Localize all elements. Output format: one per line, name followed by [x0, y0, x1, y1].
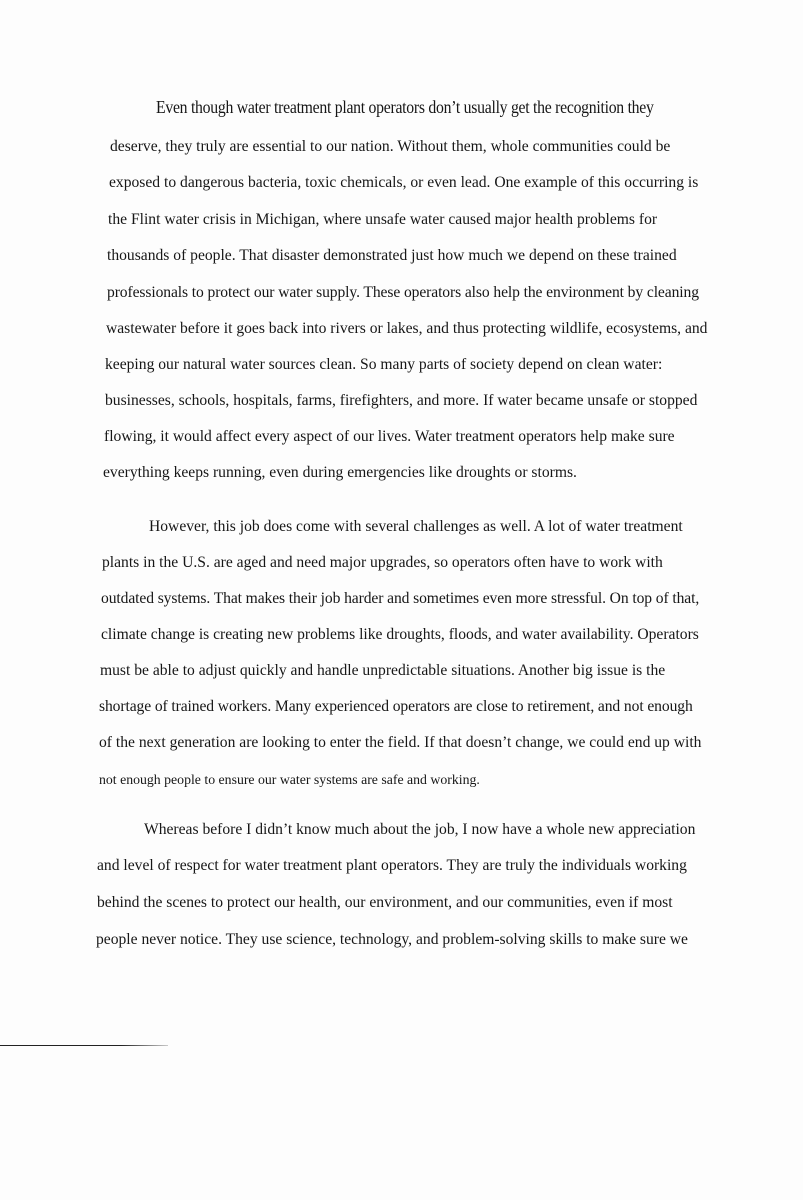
paragraph-1-line-5: thousands of people. That disaster demonstrated just how much we depend on these trained — [107, 247, 677, 264]
paragraph-1-line-11: everything keeps running, even during emergencies like droughts or storms. — [103, 464, 577, 481]
paragraph-3-line-1: Whereas before I didn’t know much about the job, I now have a whole new appreciation — [144, 821, 696, 838]
paragraph-2-line-7: of the next generation are looking to enter the field. If that doesn’t change, we could end up with — [99, 734, 702, 751]
paragraph-1-line-7: wastewater before it goes back into rivers or lakes, and thus protecting wildlife, ecosystems, and — [106, 320, 708, 337]
paragraph-1-line-4: the Flint water crisis in Michigan, where unsafe water caused major health problems for — [108, 211, 658, 228]
paragraph-2-line-2: plants in the U.S. are aged and need major upgrades, so operators often have to work with — [102, 554, 663, 571]
paragraph-2-line-8: not enough people to ensure our water systems are safe and working. — [99, 772, 480, 787]
paragraph-2-line-5: must be able to adjust quickly and handle unpredictable situations. Another big issue is the — [100, 662, 666, 679]
paragraph-1-line-9: businesses, schools, hospitals, farms, firefighters, and more. If water became unsafe or stopped — [105, 392, 698, 409]
paragraph-1-line-10: flowing, it would affect every aspect of our lives. Water treatment operators help make sure — [104, 428, 675, 445]
paragraph-3-line-2: and level of respect for water treatment plant operators. They are truly the individuals working — [97, 857, 687, 874]
paragraph-1-line-6: professionals to protect our water supply. These operators also help the environment by cleaning — [107, 284, 699, 301]
paragraph-2-line-3: outdated systems. That makes their job harder and sometimes even more stressful. On top of that, — [101, 590, 700, 607]
paragraph-3-line-3: behind the scenes to protect our health, our environment, and our communities, even if most — [97, 894, 673, 911]
paragraph-2-line-4: climate change is creating new problems like droughts, floods, and water availability. Operators — [101, 626, 699, 643]
paragraph-1-line-1: Even though water treatment plant operators don’t usually get the recognition they — [156, 97, 654, 117]
paragraph-3-line-4: people never notice. They use science, technology, and problem-solving skills to make sure we — [96, 931, 688, 948]
paragraph-2-line-6: shortage of trained workers. Many experienced operators are close to retirement, and not enough — [99, 698, 693, 715]
paragraph-2-line-1: However, this job does come with several challenges as well. A lot of water treatment — [149, 518, 683, 535]
footnote-separator-rule — [0, 1045, 168, 1046]
paragraph-1-line-3: exposed to dangerous bacteria, toxic chemicals, or even lead. One example of this occurring is — [109, 174, 699, 191]
paragraph-1-line-2: deserve, they truly are essential to our nation. Without them, whole communities could be — [110, 138, 671, 155]
paragraph-1-line-8: keeping our natural water sources clean. So many parts of society depend on clean water: — [105, 356, 663, 373]
